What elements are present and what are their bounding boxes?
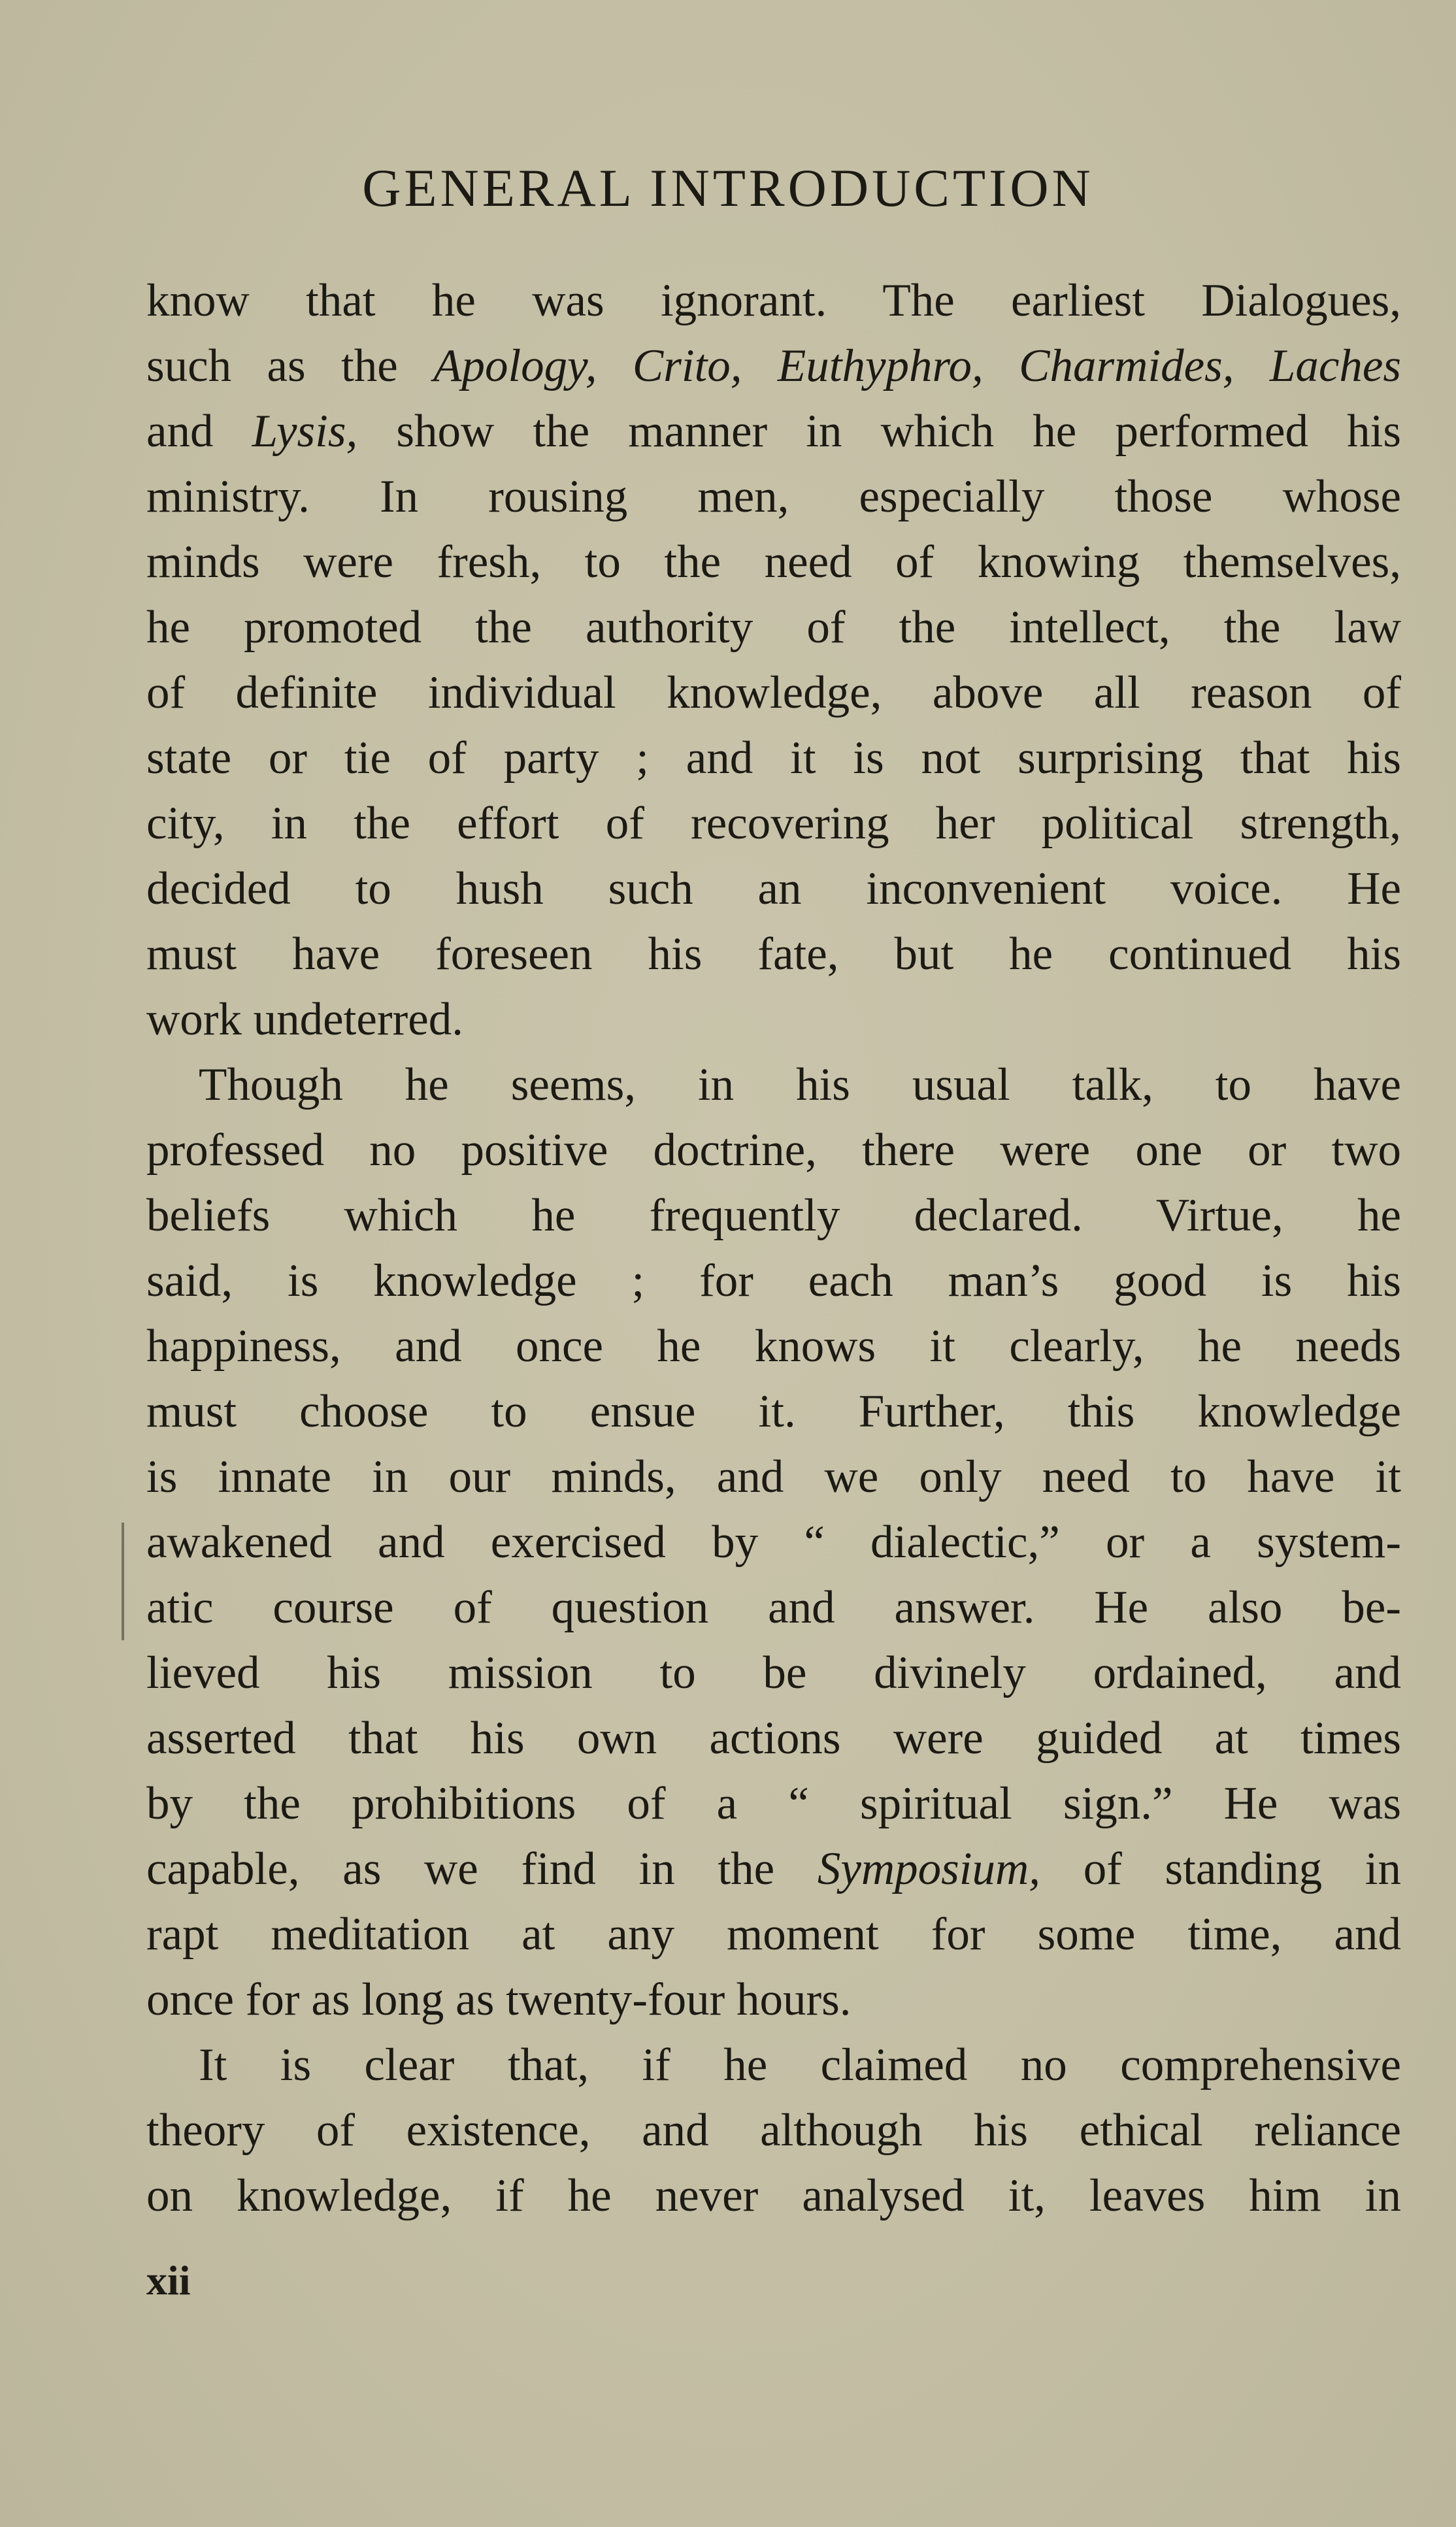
text-line-14: professed no positive doctrine, there were one or two [146,1125,1401,1176]
italic-dialogue-titles: Apology, Crito, Euthyphro, Charmides, Laches [433,340,1401,391]
text-line-19: is innate in our minds, and we only need to have it [146,1451,1401,1502]
text-line-3 [146,399,1401,464]
text-line-23: asserted that his own actions were guided at times [146,1713,1401,1764]
text-line-17: happiness, and once he knows it clearly, he needs [146,1321,1401,1372]
italic-lysis: Lysis, [252,406,358,457]
text-line-2 [146,333,1401,399]
text-line-27: once for as long as twenty-four hours. [146,1974,852,2025]
text-line-25 [146,1836,1401,1902]
text-line-26: rapt meditation at any moment for some time, and [146,1909,1401,1960]
text-line-28: It is clear that, if he claimed no comprehensive [199,2040,1401,2090]
text-line-30: on knowledge, if he never analysed it, leaves him in [146,2170,1401,2221]
text-line-3-start: and [146,406,252,457]
text-line-18: must choose to ensue it. Further, this knowledge [146,1386,1401,1437]
text-line-3-rest: show the manner in which he performed his [357,406,1401,457]
text-line-11: must have foreseen his fate, but he continued his [146,929,1401,980]
text-line-25-rest: of standing in [1040,1843,1402,1894]
text-line-22: lieved his mission to be divinely ordained, and [146,1647,1401,1698]
text-line-4: ministry. In rousing men, especially those whose [146,471,1401,522]
text-line-24: by the prohibitions of a “ spiritual sign.” He was [146,1778,1401,1829]
page-number: xii [146,2257,191,2304]
text-line-7: of definite individual knowledge, above all reason of [146,667,1401,718]
text-line-13: Though he seems, in his usual talk, to have [199,1059,1401,1110]
text-line-29: theory of existence, and although his ethical reliance [146,2105,1401,2156]
text-line-16: said, is knowledge ; for each man’s good is his [146,1255,1401,1306]
text-line-1: know that he was ignorant. The earliest Dialogues, [146,275,1401,326]
italic-symposium: Symposium, [817,1843,1041,1894]
text-line-12: work undeterred. [146,994,463,1045]
text-line-10: decided to hush such an inconvenient voice. He [146,863,1401,914]
text-line-2-start: such as the [146,340,434,391]
text-line-21: atic course of question and answer. He also be- [146,1582,1401,1633]
text-line-15: beliefs which he frequently declared. Virtue, he [146,1190,1401,1241]
text-line-6: he promoted the authority of the intellect, the law [146,602,1401,653]
text-line-8: state or tie of party ; and it is not surprising that his [146,733,1401,784]
running-header: GENERAL INTRODUCTION [362,158,1094,218]
text-line-9: city, in the effort of recovering her political strength, [146,798,1401,849]
text-line-5: minds were fresh, to the need of knowing themselves, [146,537,1401,587]
margin-pencil-mark [122,1523,124,1640]
text-line-25-start: capable, as we find in the [146,1843,818,1894]
text-line-20: awakened and exercised by “ dialectic,” or a system- [146,1517,1401,1568]
